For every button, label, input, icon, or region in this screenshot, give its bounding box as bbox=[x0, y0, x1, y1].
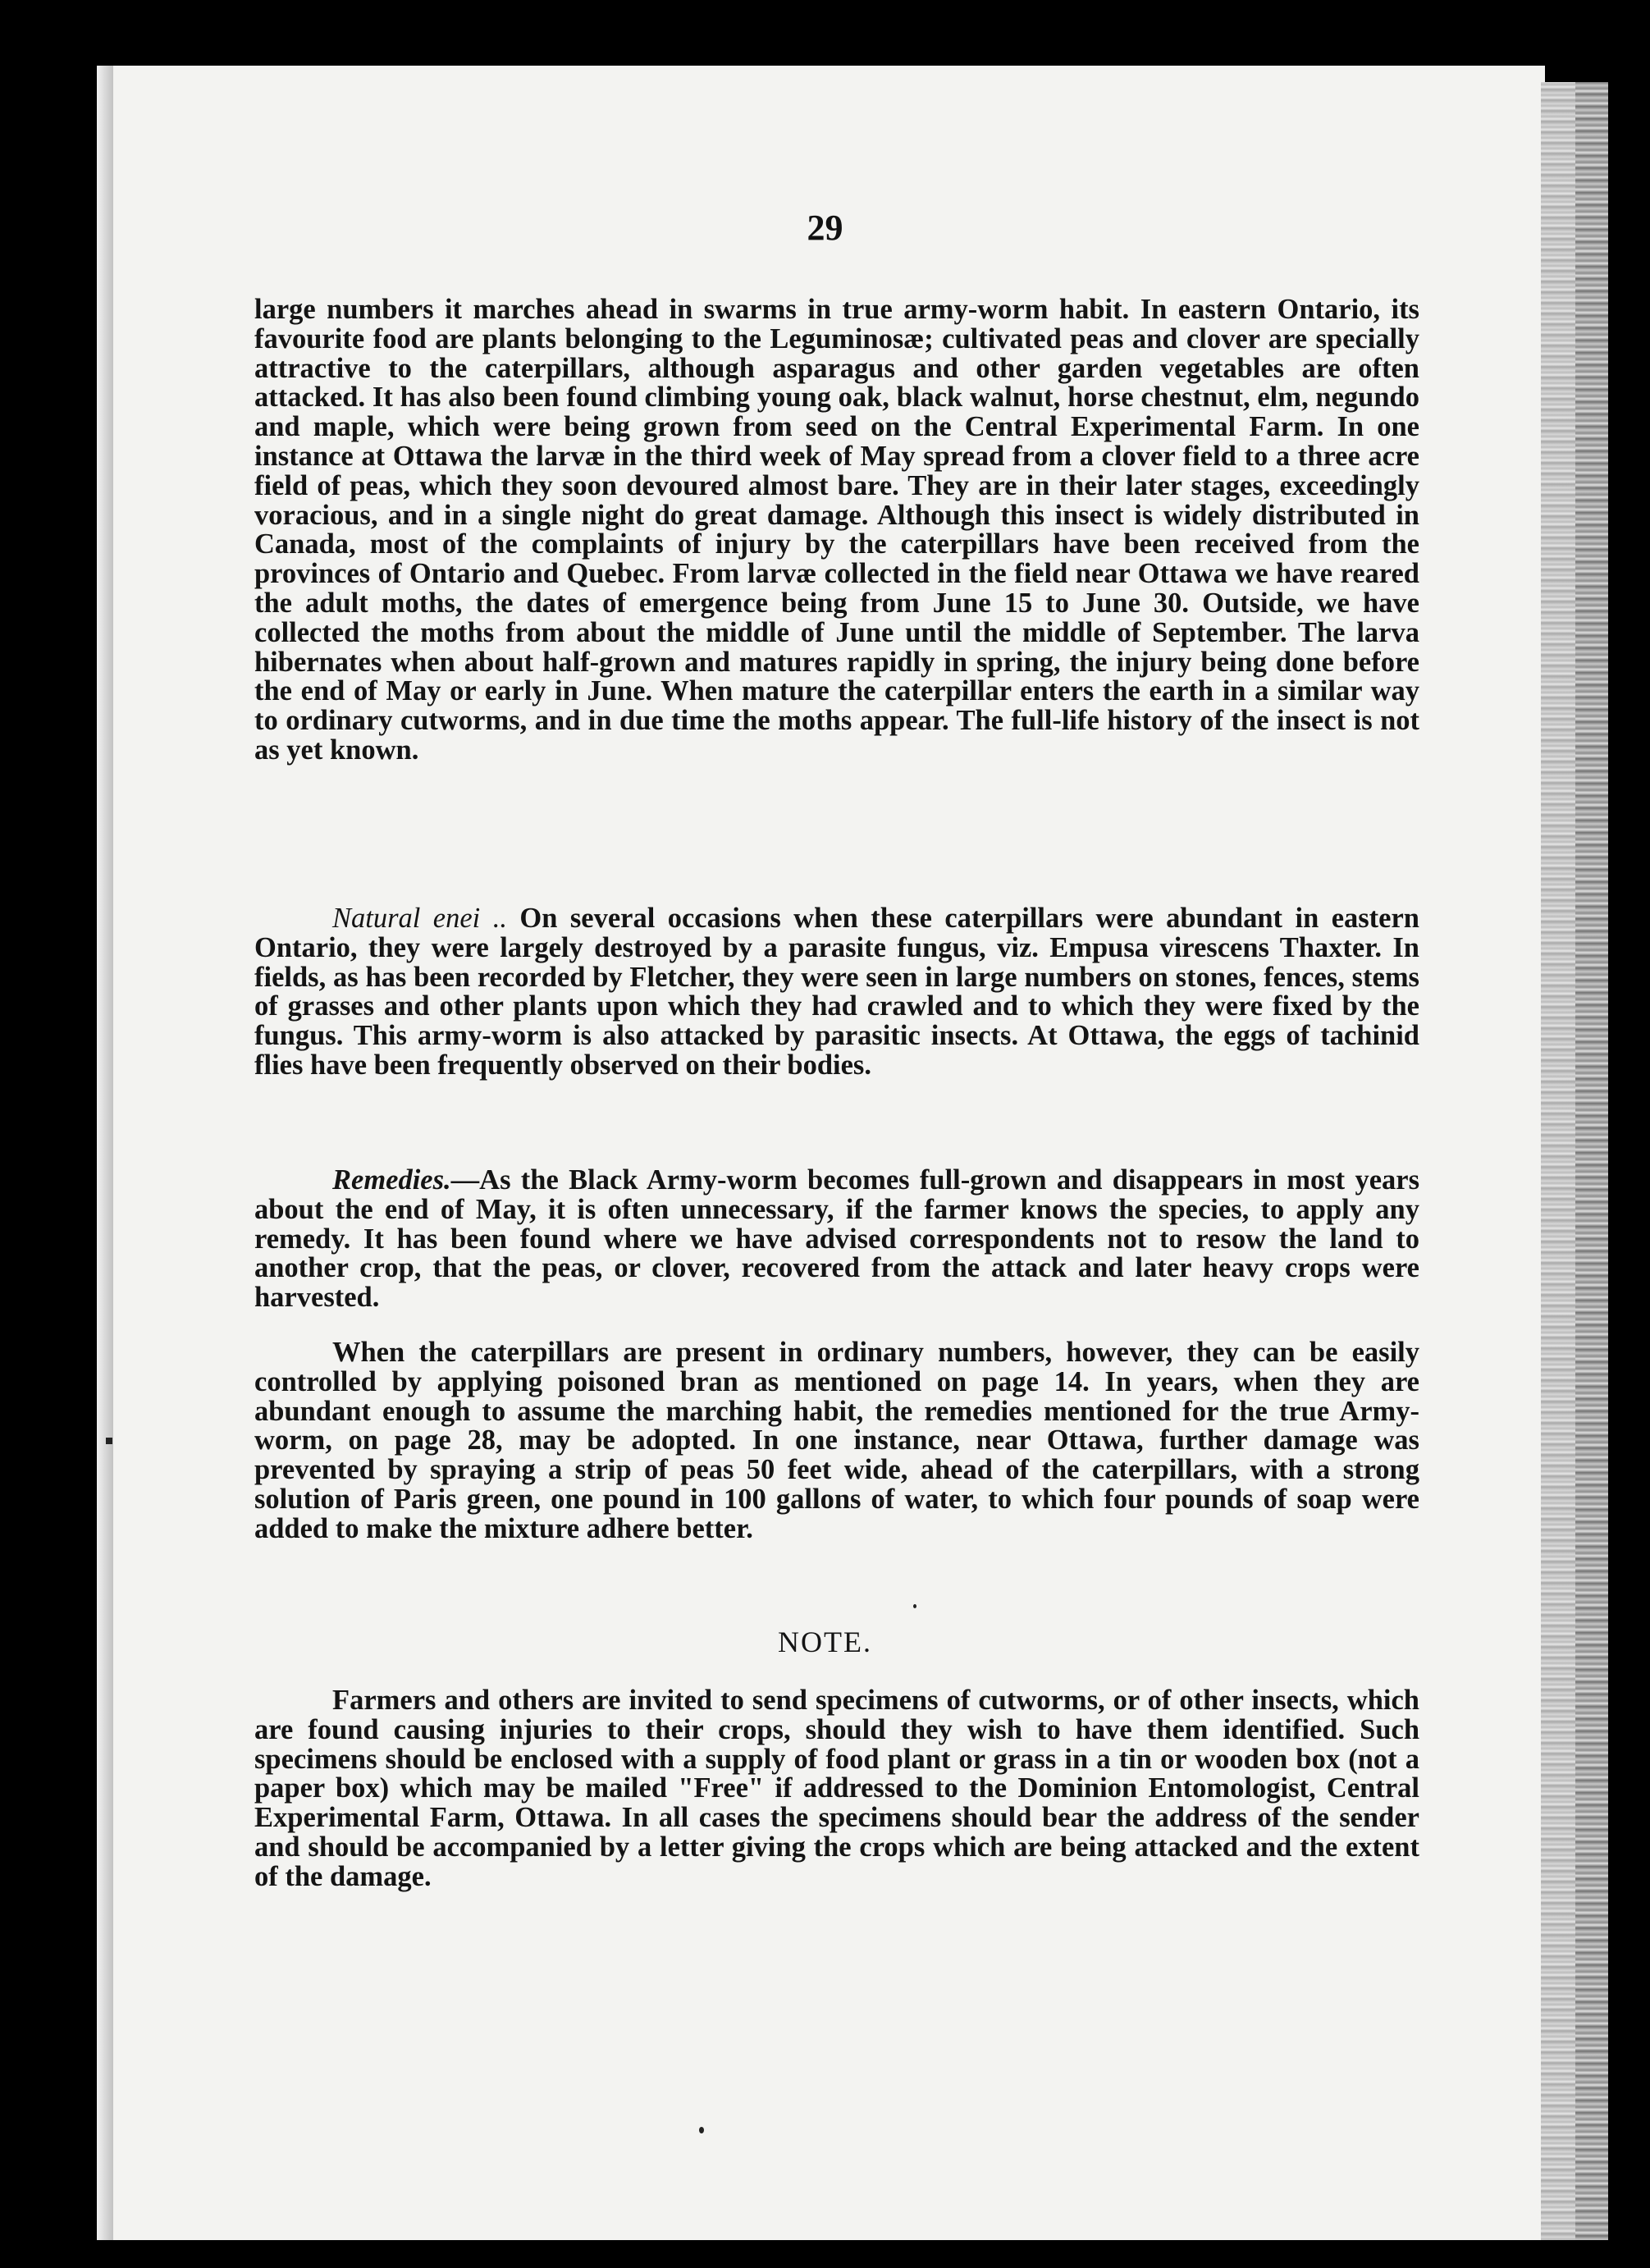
ink-speck bbox=[913, 1604, 916, 1608]
page-number: 29 bbox=[807, 208, 843, 248]
margin-mark bbox=[106, 1438, 112, 1444]
ink-speck bbox=[699, 2127, 704, 2133]
paragraph-remedies bbox=[254, 1166, 1419, 1313]
note-body: Farmers and others are invited to send specimens of cutworms, or of other insects, which are found causing injuries to their crops, should they wish to have them identified. Such specimens should be enclosed with a supply of food plant or grass in a tin or wooden box (not a paper box) which may be mailed "Free" if addressed to the Dominion Entomologist, Central Experimental Farm, Ottawa. In all cases the specimens should bear the address of the sender and should be accompanied by a letter giving the crops which are being attacked and the extent of the damage. bbox=[254, 1685, 1419, 1892]
paragraph-control-methods: When the caterpillars are present in ordinary numbers, however, they can be easily controlled by applying poisoned bran as mentioned on page 14. In years, when they are abundant enough to assume the marching habit, the remedies mentioned for the true Army-worm, on page 28, may be adopted. In one instance, near Ottawa, further damage was prevented by spraying a strip of peas 50 feet wide, ahead of the caterpillars, with a strong solution of Paris green, one pound in 100 gallons of water, to which four pounds of soap were added to make the mixture adhere better. bbox=[254, 1337, 1419, 1544]
page-stack-shadow bbox=[1575, 82, 1608, 2240]
natural-enemies-heading: Natural enei .. bbox=[332, 903, 507, 934]
remedies-heading: Remedies. bbox=[332, 1164, 451, 1196]
page-left-edge bbox=[97, 66, 115, 2240]
paragraph-army-worm-habits: large numbers it marches ahead in swarms in true army-worm habit. In eastern Ontario, its favourite food are plants belonging to the Leguminosæ; cultivated peas and clover are specially attractive to the caterpillars, although asparagus and other garden vegetables are often attacked. It has also been found climbing young oak, black walnut, horse chestnut, elm, negundo and maple, which were being grown from seed on the Central Experimental Farm. In one instance at Ottawa the larvæ in the third week of May spread from a clover field to a three acre field of peas, which they soon devoured almost bare. They are in their later stages, exceedingly voracious, and in a single night do great damage. Although this insect is widely distributed in Canada, most of the complaints of injury by the caterpillars have been received from the provinces of Ontario and Quebec. From larvæ collected in the field near Ottawa we have reared the adult moths, the dates of emergence being from June 15 to June 30. Outside, we have collected the moths from about the middle of June until the middle of September. The larva hibernates when about half-grown and matures rapidly in spring, the injury being done before the end of May or early in June. When mature the caterpillar enters the earth in a similar way to ordinary cutworms, and in due time the moths appear. The full-life history of the insect is not as yet known. bbox=[254, 294, 1419, 766]
remedies-text: —As the Black Army-worm becomes full-grown and disappears in most years about the end of May, it is often unnecessary, if the farmer knows the species, to apply any remedy. It has been found where we have advised correspondents not to resow the land to another crop, that the peas, or clover, recovered from the attack and later heavy crops were harvested. bbox=[254, 1164, 1419, 1314]
paragraph-natural-enemies bbox=[254, 904, 1419, 1081]
note-heading: NOTE. bbox=[778, 1626, 872, 1658]
natural-enemies-text: On several occasions when these caterpillars were abundant in eastern Ontario, they were largely destroyed by a parasite fungus, viz. Empusa virescens Thaxter. In fields, as has been recorded by Fletcher, they were seen in large numbers on stones, fences, stems of grasses and other plants upon which they had crawled and to which they were fixed by the fungus. This army-worm is also attacked by parasitic insects. At Ottawa, the eggs of tachinid flies have been frequently observed on their bodies. bbox=[254, 903, 1419, 1081]
